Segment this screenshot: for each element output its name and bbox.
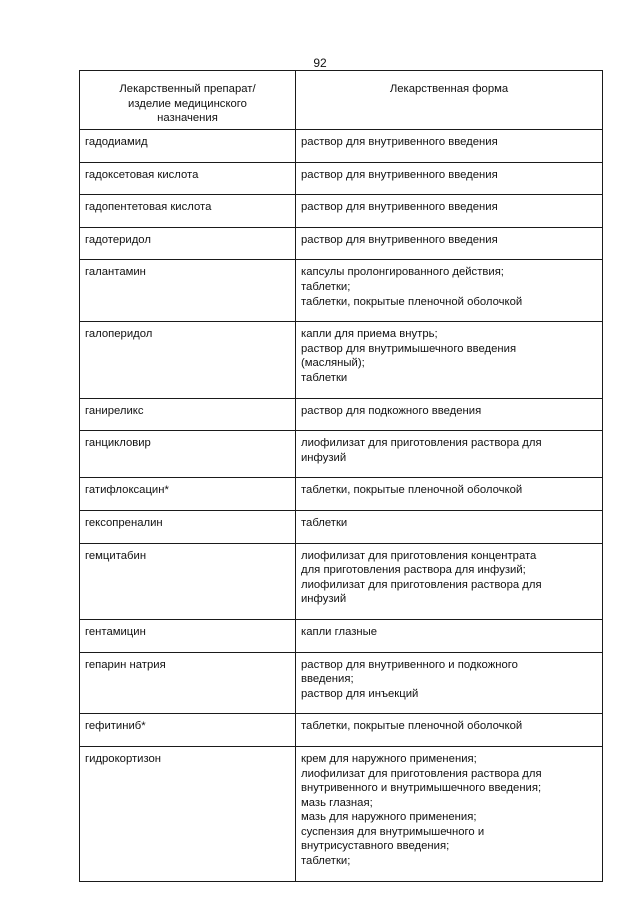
drug-name-cell [80, 478, 296, 511]
table-row [80, 195, 603, 228]
table-row [80, 162, 603, 195]
table-row [80, 652, 603, 714]
dosage-form-cell [296, 431, 603, 478]
table-row [80, 431, 603, 478]
dosage-form-line: раствор для внутривенного и подкожного [301, 658, 518, 671]
drug-name: гадоксетовая кислота [85, 168, 199, 181]
dosage-form-line: для приготовления раствора для инфузий; [301, 564, 526, 577]
table-row [80, 714, 603, 747]
dosage-form-line: лиофилизат для приготовления раствора для [301, 767, 542, 780]
drug-name-cell [80, 431, 296, 478]
header-line: назначения [157, 112, 218, 125]
drug-name: гидрокортизон [85, 752, 162, 765]
drug-name: гентамицин [85, 625, 146, 638]
dosage-form-line: инфузий [301, 593, 347, 606]
header-row [80, 71, 603, 130]
dosage-form-line: капсулы пролонгированного действия; [301, 266, 504, 279]
dosage-form-line: мазь для наружного применения; [301, 811, 477, 824]
table-row [80, 398, 603, 431]
table-row [80, 619, 603, 652]
dosage-form-cell [296, 746, 603, 881]
dosage-form-line: таблетки; [301, 855, 351, 868]
dosage-form-cell [296, 478, 603, 511]
dosage-form-line: внутривенного и внутримышечного введения; [301, 782, 542, 795]
dosage-form-line: (масляный); [301, 357, 365, 370]
dosage-form-line: мазь глазная; [301, 796, 373, 809]
dosage-form-line: лиофилизат для приготовления раствора для [301, 578, 542, 591]
dosage-form-line: лиофилизат для приготовления концентрата [301, 549, 537, 562]
dosage-form-line: раствор для инъекций [301, 687, 419, 700]
header-line: Лекарственная форма [389, 83, 509, 95]
drug-name: гепарин натрия [85, 658, 166, 671]
dosage-form-line: таблетки [301, 516, 348, 529]
drug-name-cell [80, 322, 296, 398]
table-body [80, 130, 603, 882]
drug-name-cell [80, 746, 296, 881]
dosage-form-cell [296, 398, 603, 431]
drug-name: гадопентетовая кислота [85, 201, 212, 214]
dosage-form-line: таблетки [301, 371, 348, 384]
dosage-form-cell [296, 322, 603, 398]
drug-name-cell [80, 195, 296, 228]
dosage-form-line: крем для наружного применения; [301, 752, 477, 765]
table-row [80, 543, 603, 619]
dosage-form-line: лиофилизат для приготовления раствора для [301, 437, 542, 450]
dosage-form-cell [296, 619, 603, 652]
dosage-form-cell [296, 714, 603, 747]
drug-name: ганиреликс [85, 404, 144, 417]
drug-table [79, 70, 603, 882]
dosage-form-line: таблетки, покрытые пленочной оболочкой [301, 720, 523, 733]
dosage-form-cell [296, 260, 603, 322]
dosage-form-line: таблетки, покрытые пленочной оболочкой [301, 484, 523, 497]
table-row [80, 260, 603, 322]
dosage-form-line: таблетки, покрытые пленочной оболочкой [301, 295, 523, 308]
header-line: Лекарственный препарат/ [119, 83, 256, 95]
drug-name: гефитиниб* [85, 720, 146, 733]
drug-name: гексопреналин [85, 516, 163, 529]
dosage-form-cell [296, 195, 603, 228]
dosage-form-line: раствор для внутривенного введения [301, 168, 498, 181]
drug-name: гадотеридол [85, 233, 151, 246]
dosage-form-line: введения; [301, 673, 354, 686]
dosage-form-cell [296, 130, 603, 163]
drug-name-cell [80, 510, 296, 543]
table-row [80, 510, 603, 543]
dosage-form-line: раствор для внутримышечного введения [301, 342, 517, 355]
table-row [80, 746, 603, 881]
drug-name: ганцикловир [85, 437, 151, 450]
drug-name: галантамин [85, 266, 146, 279]
dosage-form-line: суспензия для внутримышечного и [301, 825, 485, 838]
dosage-form-line: внутрисуставного введения; [301, 840, 450, 853]
table-row [80, 130, 603, 163]
drug-name-cell [80, 260, 296, 322]
dosage-form-cell [296, 227, 603, 260]
table-row [80, 322, 603, 398]
drug-name-cell [80, 227, 296, 260]
dosage-form-cell [296, 510, 603, 543]
drug-name-cell [80, 619, 296, 652]
header-form [296, 71, 603, 130]
drug-name: гадодиамид [85, 136, 148, 148]
drug-name-cell [80, 162, 296, 195]
drug-name-cell [80, 714, 296, 747]
header-drug [80, 71, 296, 130]
dosage-form-line: раствор для внутривенного введения [301, 136, 498, 148]
dosage-form-cell [296, 162, 603, 195]
table-row [80, 478, 603, 511]
dosage-form-line: раствор для подкожного введения [301, 404, 482, 417]
header-line: изделие медицинского [128, 97, 247, 110]
drug-name-cell [80, 398, 296, 431]
table-row [80, 227, 603, 260]
drug-name: гатифлоксацин* [85, 484, 169, 497]
dosage-form-line: раствор для внутривенного введения [301, 233, 498, 246]
page-number: 92 [313, 56, 327, 70]
dosage-form-line: капли глазные [301, 625, 378, 638]
dosage-form-line: инфузий [301, 451, 347, 464]
dosage-form-cell [296, 543, 603, 619]
drug-name: галоперидол [85, 328, 153, 341]
dosage-form-line: таблетки; [301, 280, 351, 293]
drug-name-cell [80, 543, 296, 619]
drug-name: гемцитабин [85, 549, 147, 562]
dosage-form-line: раствор для внутривенного введения [301, 201, 498, 214]
dosage-form-cell [296, 652, 603, 714]
dosage-form-line: капли для приема внутрь; [301, 328, 438, 341]
drug-name-cell [80, 652, 296, 714]
drug-name-cell [80, 130, 296, 163]
